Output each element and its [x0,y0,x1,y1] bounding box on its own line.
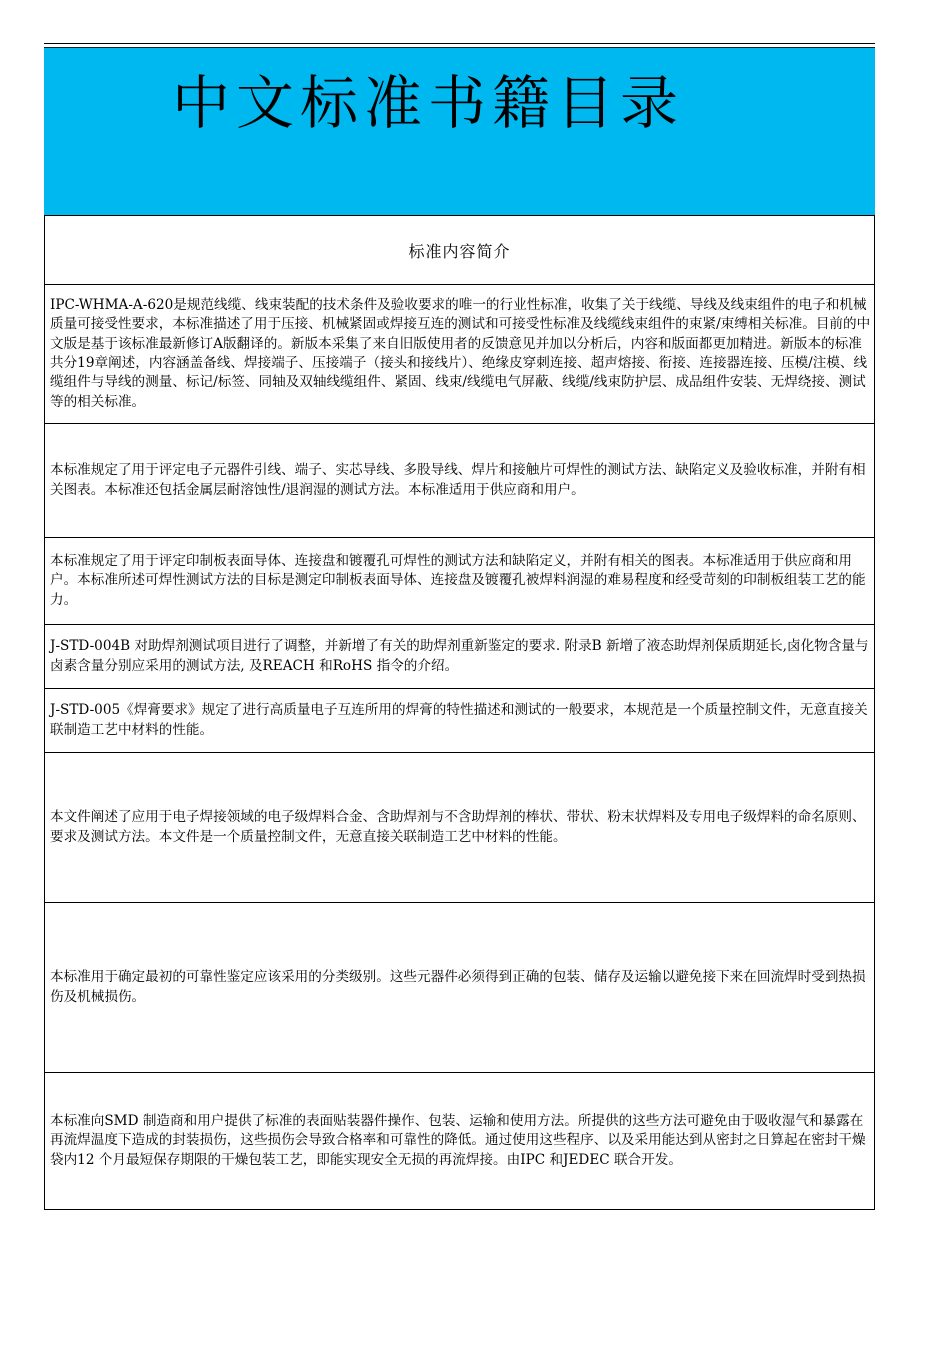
standard-description: IPC-WHMA-A-620是规范线缆、线束装配的技术条件及验收要求的唯一的行业性标准，收集了关于线缆、导线及线束组件的电子和机械质量可接受性要求，本标准描述了用于压接、机械紧固或焊接互连的测试和可接受性标准及线缆线束组件的束紧/束缚相关标准。目前的中文版是基于该标准最新修订A版翻译的。新版本采集了来自旧版使用者的反馈意见并加以分析后，内容和版面都更加精进。新版本的标准共分19章阐述，内容涵盖备线、焊接端子、压接端子（接头和接线片）、绝缘皮穿刺连接、超声熔接、衔接、连接器连接、压模/注模、线缆组件与导线的测量、标记/标签、同轴及双轴线缆组件、紧固、线束/线缆电气屏蔽、线缆/线束防护层、成品组件安装、无焊绕接、测试等的相关标准。 [50,297,871,410]
table-row [45,424,874,538]
table-row [45,538,874,625]
table-row [45,689,874,753]
standards-table [44,215,875,1210]
standard-description: 本标准用于确定最初的可靠性鉴定应该采用的分类级别。这些元器件必须得到正确的包装、储存及运输以避免接下来在回流焊时受到热损伤及机械损伤。 [50,969,866,1005]
standard-description: 本标准规定了用于评定印制板表面导体、连接盘和镀覆孔可焊性的测试方法和缺陷定义，并附有相关的图表。本标准适用于供应商和用户。本标准所述可焊性测试方法的目标是测定印制板表面导体、连接盘及镀覆孔被焊料润湿的难易程度和经受苛刻的印制板组装工艺的能力。 [50,553,866,608]
table-row [45,625,874,689]
title-banner [44,47,875,215]
table-row [45,753,874,903]
table-row [45,903,874,1073]
table-header: 标准内容简介 [408,241,511,261]
table-row [45,1073,874,1209]
standard-description: 本标准规定了用于评定电子元器件引线、端子、实芯导线、多股导线、焊片和接触片可焊性的测试方法、缺陷定义及验收标准，并附有相关图表。本标准还包括金属层耐溶蚀性/退润湿的测试方法。本标准适用于供应商和用户。 [50,462,866,498]
table-row [45,285,874,424]
standard-description: J-STD-004B 对助焊剂测试项目进行了调整，并新增了有关的助焊剂重新鉴定的要求. 附录B 新增了液态助焊剂保质期延长,卤化物含量与卤素含量分别应采用的测试方法, 及REACH 和RoHS 指令的介绍。 [50,638,869,674]
table-header-row [45,216,874,285]
top-rule [44,43,875,44]
standard-description: 本文件阐述了应用于电子焊接领域的电子级焊料合金、含助焊剂与不含助焊剂的棒状、带状、粉末状焊料及专用电子级焊料的命名原则、要求及测试方法。本文件是一个质量控制文件，无意直接关联制造工艺中材料的性能。 [50,809,866,845]
standard-description: J-STD-005《焊膏要求》规定了进行高质量电子互连所用的焊膏的特性描述和测试的一般要求，本规范是一个质量控制文件，无意直接关联制造工艺中材料的性能。 [50,702,868,738]
standard-description: 本标准向SMD 制造商和用户提供了标准的表面贴装器件操作、包装、运输和使用方法。所提供的这些方法可避免由于吸收湿气和暴露在再流焊温度下造成的封装损伤，这些损伤会导致合格率和可靠性的降低。通过使用这些程序、以及采用能达到从密封之日算起在密封干燥袋内12 个月最短保存期限的干燥包装工艺，即能实现安全无损的再流焊接。由IPC 和JEDEC 联合开发。 [50,1113,866,1168]
page-title: 中文标准书籍目录 [172,69,685,137]
